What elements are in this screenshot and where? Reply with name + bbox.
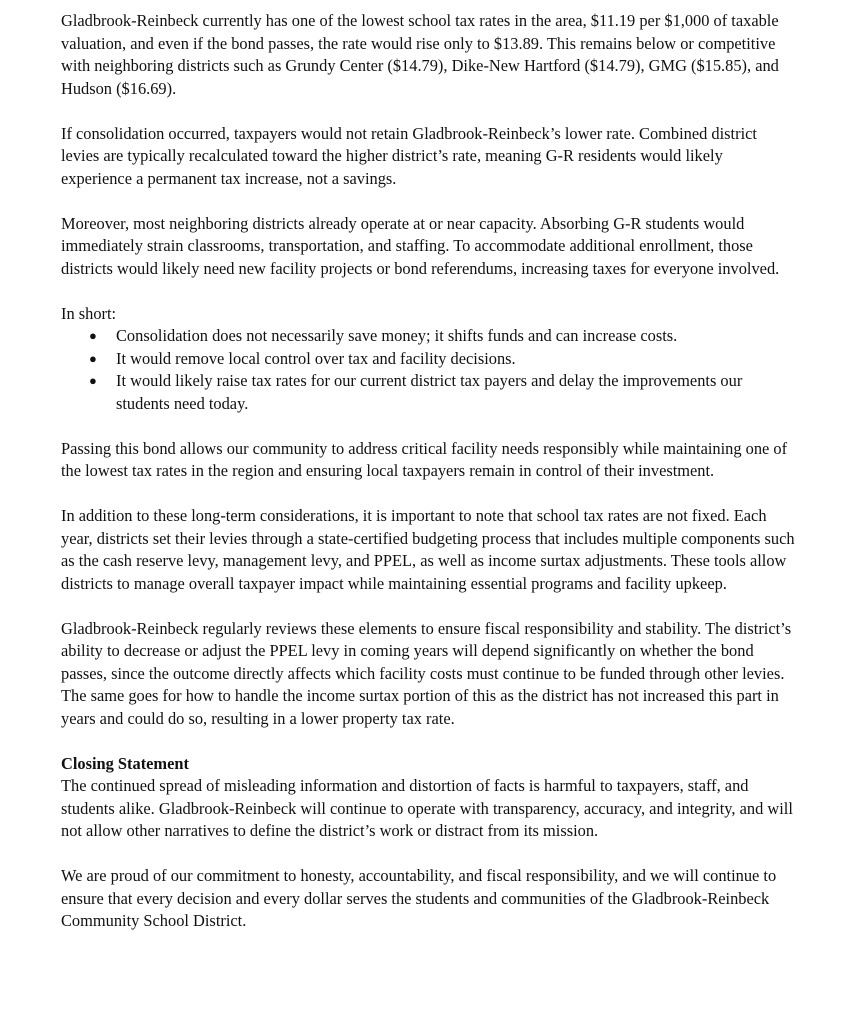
- bullet-item: ● It would likely raise tax rates for our current district tax payers and delay the improvements our students need today.: [116, 370, 796, 415]
- paragraph-bond-benefits: Passing this bond allows our community to address critical facility needs responsibly while maintaining one of the lowest tax rates in the region and ensuring local taxpayers remain in control of their investment.: [61, 438, 788, 480]
- paragraph-capacity: Moreover, most neighboring districts already operate at or near capacity. Absorbing G-R students would immediately strain classrooms, transportation, and staffing. To accommodate additional enrollment, those districts would likely need new facility projects or bond referendums, increasing taxes for everyone involved.: [61, 213, 780, 278]
- paragraph-tax-rates: Gladbrook-Reinbeck currently has one of the lowest school tax rates in the area, $11.19 per $1,000 of taxable valuation, and even if the bond passes, the rate would rise only to $13.89. This remains below or competitive with neighboring districts such as Grundy Center ($14.79), Dike-New Hartford ($14.79), GMG ($15.85), and Hudson ($16.69).: [61, 11, 779, 98]
- bullet-item: ● Consolidation does not necessarily save money; it shifts funds and can increase costs.: [116, 325, 796, 348]
- document-body: [61, 10, 796, 955]
- paragraph-commitment: We are proud of our commitment to honesty, accountability, and fiscal responsibility, and we will continue to ensure that every decision and every dollar serves the students and communities of the Gladbrook-Reinbeck Community School District.: [61, 866, 777, 930]
- closing-heading: Closing Statement: [61, 753, 189, 773]
- paragraph-consolidation: If consolidation occurred, taxpayers would not retain Gladbrook-Reinbeck’s lower rate. Combined district levies are typically recalculated toward the higher district’s rate, meaning G-R residents would likely experience a permanent tax increase, not a savings.: [61, 123, 757, 188]
- summary-bullet-list: [61, 325, 796, 415]
- paragraph-closing: The continued spread of misleading information and distortion of facts is harmful to taxpayers, staff, and students alike. Gladbrook-Reinbeck will continue to operate with transparency, accuracy, and integrity, and will not allow other narratives to define the district’s work or distract from its mission.: [61, 776, 793, 840]
- paragraph-levies: In addition to these long-term considerations, it is important to note that school tax rates are not fixed. Each year, districts set their levies through a state-certified budgeting process that includes multiple components such as the cash reserve levy, management levy, and PPEL, as well as income surtax adjustments. These tools allow districts to manage overall taxpayer impact while maintaining essential programs and facility upkeep.: [61, 506, 795, 593]
- bullet-item: ● It would remove local control over tax and facility decisions.: [116, 348, 796, 371]
- in-short-label: In short:: [61, 303, 117, 323]
- paragraph-fiscal-review: Gladbrook-Reinbeck regularly reviews these elements to ensure fiscal responsibility and stability. The district’s ability to decrease or adjust the PPEL levy in coming years will depend significantly on whether the bond passes, since the outcome directly affects which facility costs must continue to be funded through other levies. The same goes for how to handle the income surtax portion of this as the district has not increased this part in years and could do so, resulting in a lower property tax rate.: [61, 618, 792, 728]
